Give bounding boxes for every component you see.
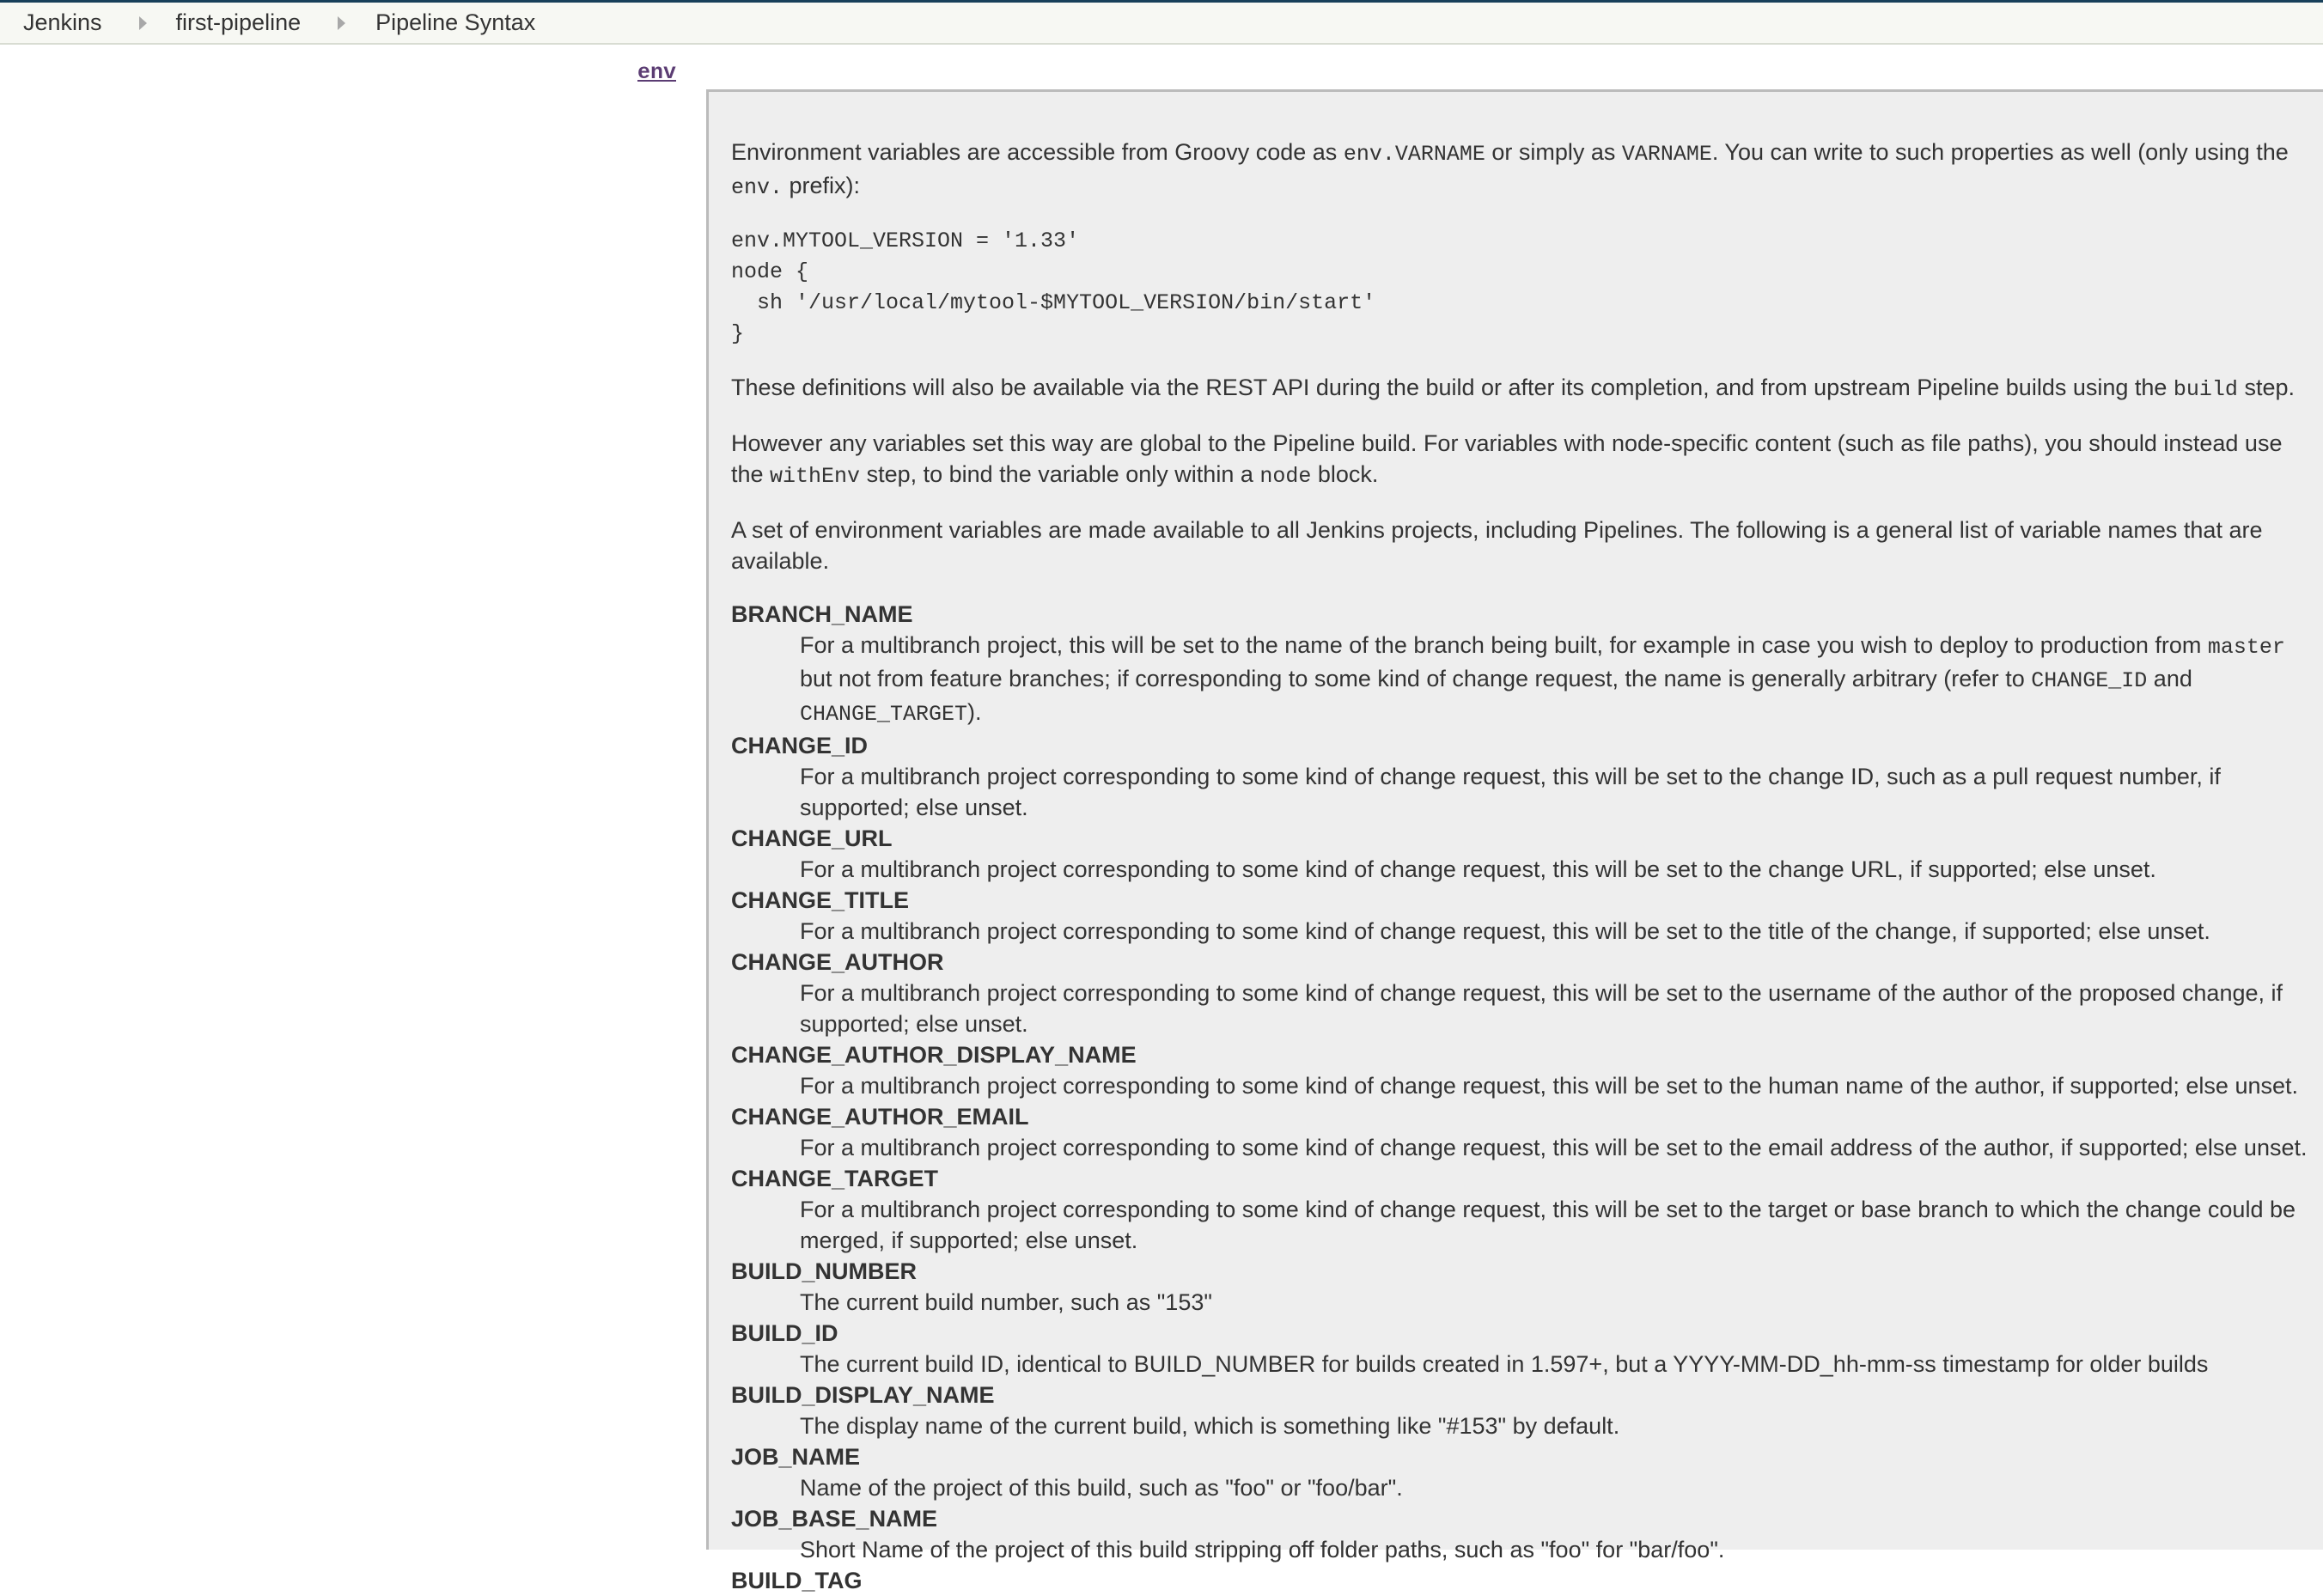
intro-text: prefix): (783, 173, 861, 198)
variable-list-intro: A set of environment variables are made available to all Jenkins projects, including Pipelines. The following is a general list of variable names that are available. (731, 517, 2263, 574)
variable-name: BRANCH_NAME (731, 601, 913, 627)
breadcrumb (0, 0, 2323, 45)
rest-text: These definitions will also be available via the REST API during the build or after its completion, and from upstream Pipeline builds using the (731, 375, 2174, 400)
variable-name: JOB_BASE_NAME (731, 1506, 938, 1532)
breadcrumb-separator-icon (139, 16, 147, 30)
variable-description: For a multibranch project corresponding to some kind of change request, this will be set to the change URL, if supported; else unset. (800, 856, 2156, 882)
breadcrumb-item-first-pipeline[interactable]: first-pipeline (175, 9, 302, 35)
code-example: env.MYTOOL_VERSION = '1.33' node { sh '/usr/local/mytool-$MYTOOL_VERSION/bin/start' } (731, 228, 1376, 346)
global-code: node (1259, 464, 1312, 489)
variable-description: Short Name of the project of this build stripping off folder paths, such as "foo" for "bar/foo". (800, 1537, 1725, 1562)
intro-code: env.VARNAME (1343, 142, 1485, 167)
global-text: block. (1311, 461, 1379, 487)
help-content (731, 137, 2320, 1596)
variable-name: CHANGE_TARGET (731, 1166, 939, 1191)
variable-description: For a multibranch project corresponding to some kind of change request, this will be set to the target or base branch to which the change could be merged, if supported; else unset. (800, 1197, 2296, 1253)
global-text: However any variables set this way are global to the Pipeline build. For variables with node-specific content (such as file paths), you should instead use the (731, 430, 2283, 487)
variable-description-code: master (2207, 635, 2285, 660)
variable-description: The current build ID, identical to BUILD_NUMBER for builds created in 1.597+, but a YYYY-MM-DD_hh-mm-ss timestamp for older builds (800, 1351, 2209, 1377)
variable-description: The display name of the current build, which is something like "#153" by default. (800, 1413, 1620, 1439)
variable-name: BUILD_DISPLAY_NAME (731, 1382, 995, 1408)
variable-description (800, 630, 2320, 730)
variable-description-code: CHANGE_TARGET (800, 702, 968, 727)
variable-description: For a multibranch project corresponding to some kind of change request, this will be set to the email address of the author, if supported; else unset. (800, 1135, 2308, 1160)
breadcrumb-item-pipeline-syntax[interactable]: Pipeline Syntax (375, 9, 536, 35)
intro-text: . You can write to such properties as well (only using the (1711, 139, 2289, 165)
intro-paragraph (731, 137, 2320, 204)
breadcrumb-item-jenkins[interactable]: Jenkins (23, 9, 102, 35)
variable-name: CHANGE_URL (731, 825, 893, 851)
variable-description: For a multibranch project corresponding to some kind of change request, this will be set to the human name of the author, if supported; else unset. (800, 1073, 2298, 1099)
rest-text: step. (2237, 375, 2295, 400)
variable-description: Name of the project of this build, such as "foo" or "foo/bar". (800, 1475, 1403, 1501)
variable-name: BUILD_NUMBER (731, 1258, 917, 1284)
intro-code: VARNAME (1621, 142, 1712, 167)
global-scope-paragraph (731, 428, 2320, 492)
variable-description: For a multibranch project corresponding to some kind of change request, this will be set to the title of the change, if supported; else unset. (800, 918, 2210, 944)
rest-code: build (2173, 377, 2238, 402)
global-code: withEnv (770, 464, 861, 489)
variable-description: The current build number, such as "153" (800, 1289, 1212, 1315)
variable-description: For a multibranch project corresponding to some kind of change request, this will be set to the username of the author of the proposed change, if supported; else unset. (800, 980, 2283, 1037)
variable-list (731, 599, 2320, 1596)
variable-description-text: For a multibranch project, this will be set to the name of the branch being built, for example in case you wish to deploy to production from (800, 632, 2208, 658)
variable-name: BUILD_TAG (731, 1568, 863, 1593)
global-text: step, to bind the variable only within a (860, 461, 1260, 487)
intro-text: or simply as (1485, 139, 1622, 165)
help-panel (706, 89, 2323, 1593)
intro-code: env. (731, 175, 783, 200)
variable-name: CHANGE_AUTHOR_EMAIL (731, 1104, 1029, 1130)
variable-name: CHANGE_TITLE (731, 887, 910, 913)
variable-description-text: and (2147, 666, 2192, 691)
intro-text: Environment variables are accessible from Groovy code as (731, 139, 1344, 165)
variable-name: CHANGE_AUTHOR (731, 949, 944, 975)
variable-description-code: CHANGE_ID (2031, 668, 2148, 693)
rest-api-paragraph (731, 372, 2320, 405)
variable-description: For a multibranch project corresponding to some kind of change request, this will be set to the change ID, such as a pull request number, if supported; else unset. (800, 764, 2221, 820)
variable-name: BUILD_ID (731, 1320, 838, 1346)
env-help-link[interactable]: env (637, 60, 677, 85)
breadcrumb-separator-icon (338, 16, 345, 30)
variable-name: CHANGE_ID (731, 733, 869, 758)
variable-name: JOB_NAME (731, 1444, 861, 1470)
variable-description-text: but not from feature branches; if corresponding to some kind of change request, the name is generally arbitrary (refer to (800, 666, 2032, 691)
variable-name: CHANGE_AUTHOR_DISPLAY_NAME (731, 1042, 1137, 1068)
variable-description-text: ). (967, 699, 982, 725)
